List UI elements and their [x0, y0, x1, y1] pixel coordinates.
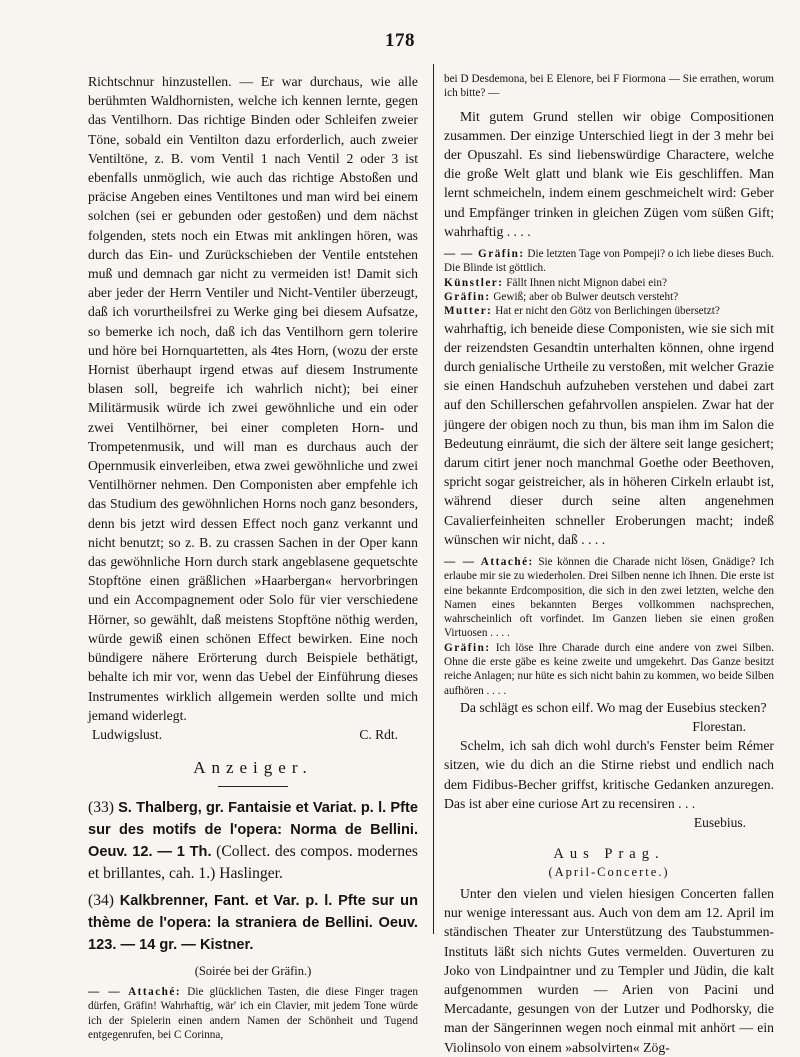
advert-33: [88, 797, 418, 884]
dialog-text: Fällt Ihnen nicht Mignon dabei ein?: [506, 276, 667, 289]
paragraph: Unter den vielen und vielen hiesigen Concerten fallen nur wenige interessant aus. Auch von dem am 12. April im ständischen Theater zur Unterstützung des Taubstummen-Instituts läßt sich nichts Gutes vermelden. Ouverturen zu Joko von Lindpaintner und zu Templer und Jüdin, die kalt aufgenommen wurden — Arien von Pacini und Mercadante, gesungen von der Lutzer und Podhorsky, die man der Sängerinnen wegen noch einmal mit anhört — ein Violinsolo von einem »absolvirten« Zög-: [444, 885, 774, 1055]
paragraph: Schelm, ich sah dich wohl durch's Fenster beim Rémer sitzen, wie du dich an die Stirne riebst und endlich nach dem Fidibus-Becher griffst, kritische Gedanken anzuregen. Das ist aber eine curiose Art zu recensiren . . .: [444, 738, 774, 811]
advert-detail: (Collect. des compos. modernes et brillantes, cah. 1.) Haslinger.: [88, 842, 418, 882]
section-rule: [218, 786, 288, 787]
paragraph: wahrhaftig, ich beneide diese Componisten, wie sie sich mit der reizendsten Gesandtin unterhalten können, ohne irgend durch genialische Urtheile zu verstoßen, mit welcher Grazie sie einen Handschuh aufzuheben verstehen und dabei zart auf den Schillerschen gefahrvollen anspielen. Zwar hat der jüngere der obigen noch zu thun, bis man ihm im Salon die Bedeutung einräumt, die sich der ältere seit lange gesichert; darum citirt jener noch manchmal Goethe oder Beethoven, spricht sogar geistreicher, als in höheren Cirkeln erlaubt ist, während dieser durch seine alten angenehmen Cavalierfeinheiten schneller Eroberungen macht; indeß wünschen wir nicht, daß . . . .: [444, 320, 774, 547]
article-body: Richtschnur hinzustellen. — Er war durchaus, wie alle berühmten Waldhornisten, welche ich kennen lernte, gegen das Ventilhorn. Das richtige Binden oder Schleifen zweier Töne, sobald ein Ventilton dazu erforderlich, auch zweier Ventiltöne, z. B. vom Ventil 1 nach Ventil 2 oder 3 ist ebenfalls unmöglich, wie auch das richtige Abstoßen und präcise Angeben eines Ventiltones und man wird bei einem solchen (sei er gebunden oder gestoßen) und dem nächst folgenden, stets noch ein Etwas mit anklingen hören, was durch das Ein- und Zurückschieben der Ventile entstehen muß und demnach gar nicht zu vermeiden ist! Damit sich aber jeder der Herrn Ventiler und Nicht-Ventiler überzeugt, daß ich vorurtheilsfrei zu Werke ging bei diesem Aufsatze, so bemerke ich noch, daß ich das Ventilhorn gern tolerire und höre bei Hornquartetten, als 4tes Horn, (wozu der erste Hornist überhaupt irgend etwas auf diesem Instrumente blasen soll, begreife ich wahrlich nicht); bei einer Militärmusik würde ich zwei gewöhnliche und ein oder zwei Ventilhörner, bei einer completen Horn- und Trompetenmusik, und will man es durchaus auch der Opernmusik einverleiben, etwa zwei gewöhnliche und zwei Ventilhörner nehmen. Den Componisten aber empfehle ich das Studium des gewöhnlichen Horns noch ganz besonders, denn bis jetzt wird dessen Effect noch ganz verkannt und nicht benutzt; so z. B. zu crassen Sachen in der Oper kann das gewöhnliche Horn durch stark angeblasene gequetschte Stopftöne einen gräßlichen »Haarbergan« hervorbringen und ein Accompagnement oder Solo für vier verschiedene Hörner, so gewählt, daß meistens Stopftöne nöthig werden, würde gewiß einen schönen Effect bewirken. Eine noch bündigere nähere Erörterung durch Beispiele bethätigt, behalte ich mir vor, wenn das Uebel der Einführung dieses Instrumentes wirklich allgemein werden sollte und mich jemand widerlegt.: [88, 74, 418, 723]
advert-34: [88, 890, 418, 956]
page-number: 178: [385, 30, 415, 51]
signature-name: C. Rdt.: [359, 726, 398, 742]
dialog-line: [88, 985, 418, 1042]
dialog-block: [444, 247, 774, 318]
speaker: — — Gräfin:: [444, 248, 525, 261]
signature-florestan: Florestan.: [692, 719, 746, 735]
dialog-line: [444, 290, 774, 304]
dialog-text: Hat er nicht den Götz von Berlichingen übersetzt?: [495, 305, 720, 318]
left-column: [88, 72, 418, 1042]
dialog-line: [444, 641, 774, 698]
dialog-text: Die glücklichen Tasten, die diese Finger tragen dürfen, Gräfin! Wahrhaftig, wär' ich ein Clavier, mit jedem Tone würde ich der Spielerin einen andern Namen der Schönheit und Tugend entgegenrufen, bei C Corinna,: [88, 985, 419, 1041]
speaker: Gräfin:: [444, 290, 491, 303]
continuation-line: bei D Desdemona, bei E Elenore, bei F Fiormona — Sie errathen, worum ich bitte? —: [444, 73, 774, 100]
dialog-line: [444, 304, 774, 318]
dialog-line: [444, 555, 774, 641]
signature-place: Ludwigslust.: [92, 726, 163, 742]
speaker: Mutter:: [444, 305, 493, 318]
dialog-text: Gewiß; aber ob Bulwer deutsch versteht?: [493, 290, 679, 303]
advert-number: (34): [88, 891, 114, 909]
paragraph: Da schlägt es schon eilf. Wo mag der Eusebius stecken?: [460, 699, 767, 715]
advert-title: Kalkbrenner, Fant. et Var. p. l. Pfte sur un thème de l'opera: la straniera de Bellini. Oeuv. 123. — 14 gr. — Kistner.: [88, 892, 419, 953]
advert-number: (33): [88, 798, 114, 816]
advert-title: S. Thalberg, gr. Fantaisie et Variat. p. l. Pfte sur des motifs de l'opera: Norma de Bellini. Oeuv. 12. — 1 Th.: [88, 799, 418, 860]
dialog-line: [444, 276, 774, 290]
right-column: [444, 72, 774, 1057]
paragraph: Mit gutem Grund stellen wir obige Compositionen zusammen. Der einzige Unterschied liegt in der 3 mehr bei der Opuszahl. Es sind liebenswürdige Charactere, welche die große Welt glatt und blank wie Eis geschliffen. Man lernt schmeicheln, indem einem geschmeichelt wird: Geber und Empfänger trinken in gleichen Zügen vom süßen Gift; wahrhaftig . . . .: [444, 108, 774, 239]
dialog-block: [444, 555, 774, 698]
speaker: Künstler:: [444, 276, 504, 289]
signature-line: [88, 725, 418, 744]
section-subtitle: (April-Concerte.): [548, 864, 670, 879]
dialog-text: Ich löse Ihre Charade durch eine andere von zwei Silben. Ohne die erste gäbe es keine zweite und umgekehrt. Das Ganze besitzt reiche Anlagen; nur hüte es sich nicht bahin zu kommen, wo beide Silben aufhören . . . .: [444, 641, 774, 697]
dialog-text: Sie können die Charade nicht lösen, Gnädige? Ich erlaube mir sie zu wiederholen. Drei Silben nenne ich Ihnen. Die erste ist eine bekannte Erdcomposition, die sich in den zwei letzten, welche den Namen eines bekannten Berges vollkommen nachsprechen, wahrscheinlich oft vorfindet. Im Ganzen lieben sie einen großen Virtuosen . . . .: [444, 555, 775, 640]
signature-eusebius: Eusebius.: [693, 814, 746, 830]
section-title: Anzeiger.: [193, 757, 313, 777]
soiree-heading: (Soirée bei der Gräfin.): [194, 963, 312, 978]
speaker: — — Attaché:: [444, 555, 534, 568]
dialog-line: [444, 247, 774, 276]
speaker: Gräfin:: [444, 641, 491, 654]
section-title: Aus Prag.: [553, 845, 665, 862]
dialog-text: Die letzten Tage von Pompeji? o ich liebe dieses Buch. Die Blinde ist göttlich.: [444, 248, 774, 275]
column-divider: [433, 64, 434, 934]
speaker: — — Attaché:: [88, 985, 182, 998]
